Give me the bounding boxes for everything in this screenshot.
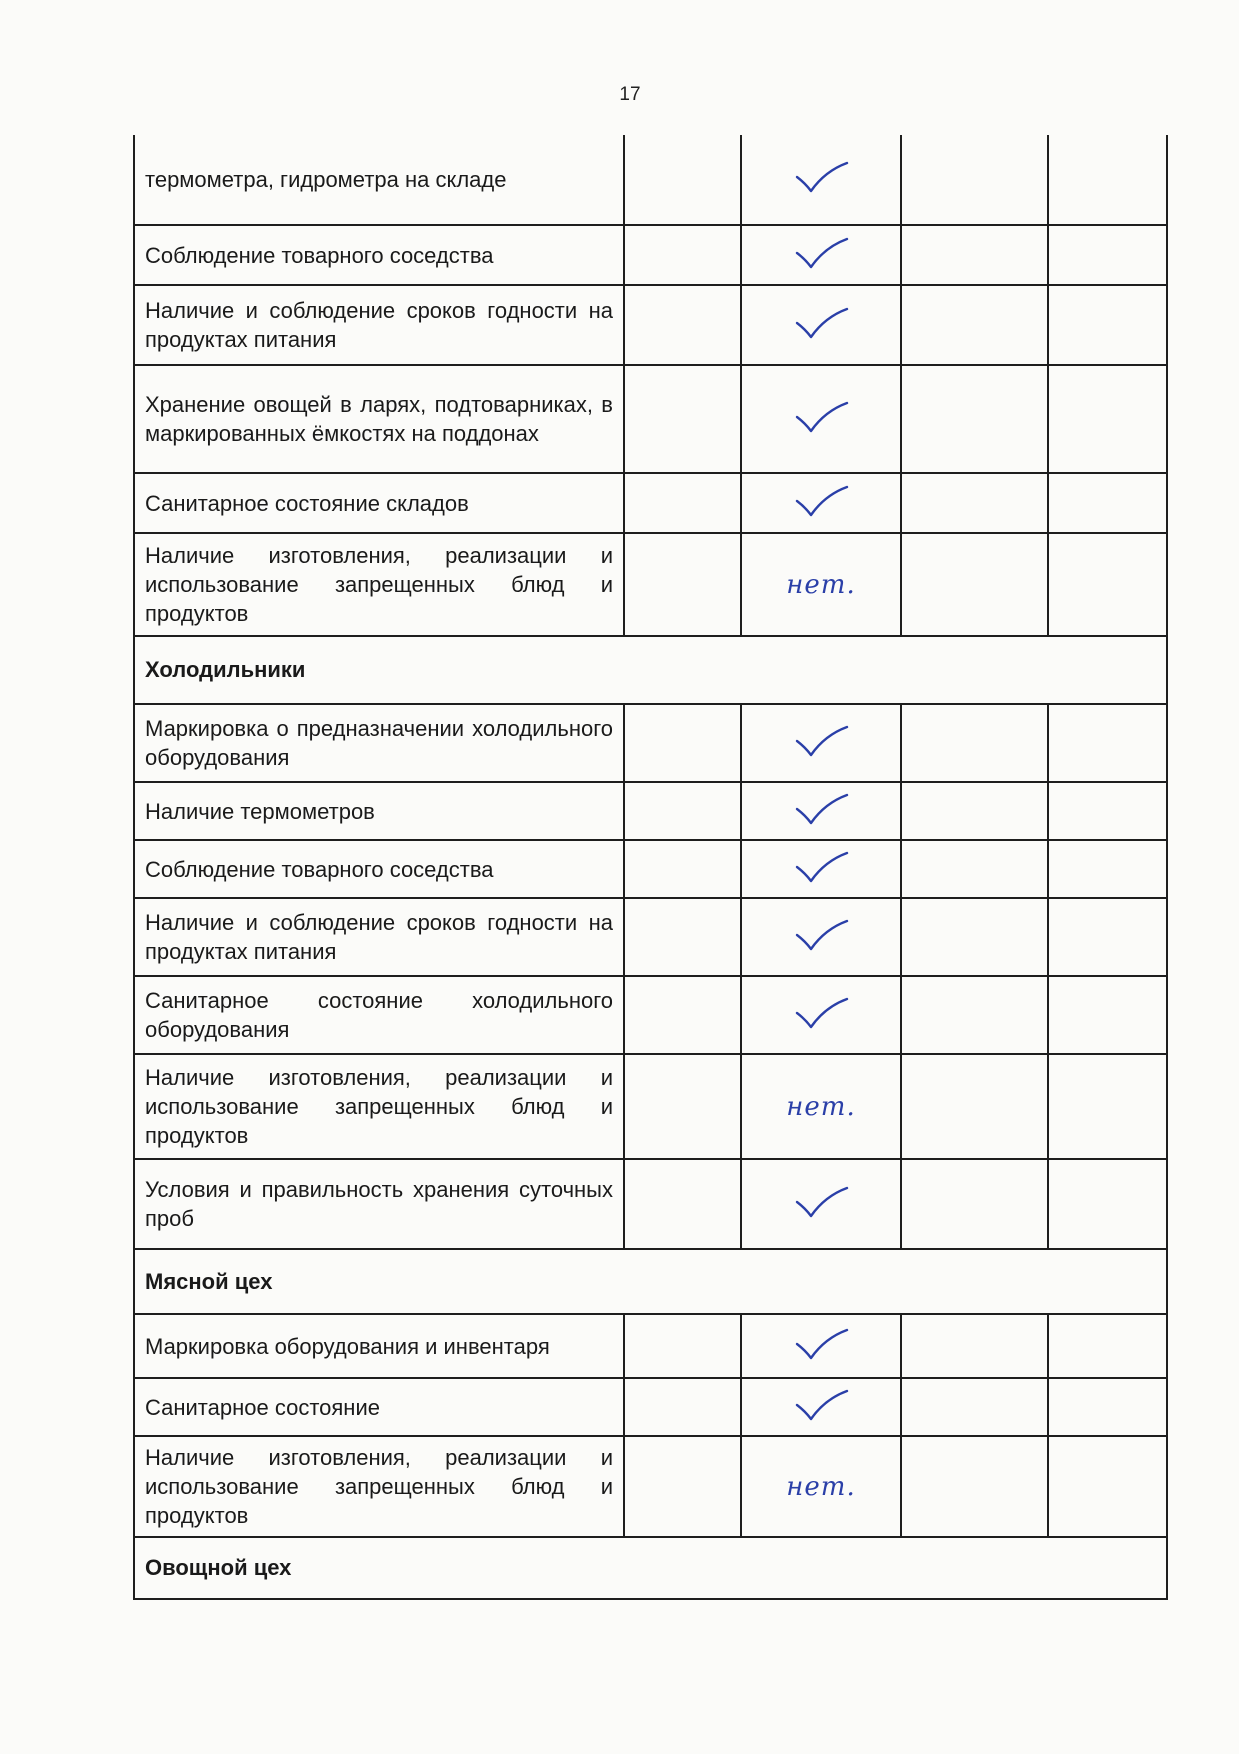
result-cell xyxy=(741,1378,901,1436)
empty-cell xyxy=(624,976,741,1054)
empty-cell xyxy=(901,976,1048,1054)
table-row xyxy=(134,1378,1167,1436)
checkmark-icon xyxy=(791,1324,851,1364)
result-cell xyxy=(741,473,901,533)
checkmark-icon xyxy=(791,397,851,437)
table-row xyxy=(134,782,1167,840)
result-cell xyxy=(741,1054,901,1159)
empty-cell xyxy=(901,1314,1048,1378)
checkmark-icon xyxy=(791,233,851,273)
table-row xyxy=(134,473,1167,533)
table-row xyxy=(134,1314,1167,1378)
empty-cell xyxy=(624,898,741,976)
result-cell xyxy=(741,225,901,285)
empty-cell xyxy=(901,898,1048,976)
empty-cell xyxy=(1048,976,1167,1054)
result-cell xyxy=(741,1436,901,1537)
table-row xyxy=(134,135,1167,225)
checklist-rows xyxy=(134,135,1167,1599)
empty-cell xyxy=(624,473,741,533)
table-row xyxy=(134,1436,1167,1537)
empty-cell xyxy=(1048,285,1167,365)
empty-cell xyxy=(1048,782,1167,840)
empty-cell xyxy=(1048,365,1167,473)
criterion-text: Наличие и соблюдение сроков годности на продуктах питания xyxy=(134,898,624,976)
empty-cell xyxy=(901,365,1048,473)
table-row xyxy=(134,1159,1167,1249)
table-row xyxy=(134,840,1167,898)
handwritten-note: нет. xyxy=(786,1471,856,1502)
result-cell xyxy=(741,898,901,976)
criterion-text: Хранение овощей в ларях, подтоварниках, в маркированных ёмкостях на поддонах xyxy=(134,365,624,473)
empty-cell xyxy=(624,1378,741,1436)
empty-cell xyxy=(901,533,1048,636)
result-cell xyxy=(741,704,901,782)
empty-cell xyxy=(1048,1436,1167,1537)
result-cell xyxy=(741,840,901,898)
empty-cell xyxy=(624,782,741,840)
criterion-text: Соблюдение товарного соседства xyxy=(134,840,624,898)
empty-cell xyxy=(901,135,1048,225)
criterion-text: Маркировка оборудования и инвентаря xyxy=(134,1314,624,1378)
criterion-text: Условия и правильность хранения суточных проб xyxy=(134,1159,624,1249)
empty-cell xyxy=(901,225,1048,285)
handwritten-note: нет. xyxy=(786,1091,856,1122)
empty-cell xyxy=(1048,1054,1167,1159)
table-row xyxy=(134,976,1167,1054)
empty-cell xyxy=(901,1436,1048,1537)
table-row xyxy=(134,285,1167,365)
empty-cell xyxy=(901,473,1048,533)
empty-cell xyxy=(1048,1378,1167,1436)
empty-cell xyxy=(624,285,741,365)
empty-cell xyxy=(1048,225,1167,285)
criterion-text: Санитарное состояние xyxy=(134,1378,624,1436)
empty-cell xyxy=(901,840,1048,898)
empty-cell xyxy=(624,1054,741,1159)
empty-cell xyxy=(1048,473,1167,533)
table-row xyxy=(134,704,1167,782)
criterion-text: Наличие термометров xyxy=(134,782,624,840)
section-title: Холодильники xyxy=(134,636,1167,704)
criterion-text: Наличие изготовления, реализации и использование запрещенных блюд и продуктов xyxy=(134,533,624,636)
empty-cell xyxy=(901,1378,1048,1436)
checkmark-icon xyxy=(791,847,851,887)
result-cell xyxy=(741,135,901,225)
empty-cell xyxy=(624,1159,741,1249)
result-cell xyxy=(741,976,901,1054)
checkmark-icon xyxy=(791,481,851,521)
checkmark-icon xyxy=(791,915,851,955)
checkmark-icon xyxy=(791,789,851,829)
empty-cell xyxy=(901,704,1048,782)
criterion-text: Наличие изготовления, реализации и использование запрещенных блюд и продуктов xyxy=(134,1436,624,1537)
empty-cell xyxy=(624,533,741,636)
empty-cell xyxy=(1048,1159,1167,1249)
result-cell xyxy=(741,1314,901,1378)
table-row xyxy=(134,1054,1167,1159)
table-row xyxy=(134,225,1167,285)
criterion-text: Наличие изготовления, реализации и использование запрещенных блюд и продуктов xyxy=(134,1054,624,1159)
empty-cell xyxy=(624,704,741,782)
empty-cell xyxy=(1048,135,1167,225)
criterion-text: Наличие и соблюдение сроков годности на продуктах питания xyxy=(134,285,624,365)
result-cell xyxy=(741,782,901,840)
section-header-row xyxy=(134,636,1167,704)
result-cell xyxy=(741,1159,901,1249)
criterion-text: Санитарное состояние складов xyxy=(134,473,624,533)
empty-cell xyxy=(624,225,741,285)
empty-cell xyxy=(901,1159,1048,1249)
empty-cell xyxy=(1048,704,1167,782)
result-cell xyxy=(741,285,901,365)
inspection-checklist-table xyxy=(133,135,1168,1600)
result-cell xyxy=(741,365,901,473)
empty-cell xyxy=(901,782,1048,840)
empty-cell xyxy=(901,285,1048,365)
criterion-text: Санитарное состояние холодильного оборудования xyxy=(134,976,624,1054)
handwritten-note: нет. xyxy=(786,569,856,600)
section-header-row xyxy=(134,1537,1167,1599)
criterion-text: термометра, гидрометра на складе xyxy=(134,135,624,225)
checkmark-icon xyxy=(791,1385,851,1425)
checkmark-icon xyxy=(791,1182,851,1222)
empty-cell xyxy=(901,1054,1048,1159)
empty-cell xyxy=(624,365,741,473)
empty-cell xyxy=(1048,840,1167,898)
checkmark-icon xyxy=(791,721,851,761)
checkmark-icon xyxy=(791,303,851,343)
page-number: 17 xyxy=(619,84,641,105)
criterion-text: Соблюдение товарного соседства xyxy=(134,225,624,285)
empty-cell xyxy=(624,1436,741,1537)
checkmark-icon xyxy=(791,157,851,197)
result-cell xyxy=(741,533,901,636)
section-title: Овощной цех xyxy=(134,1537,1167,1599)
section-header-row xyxy=(134,1249,1167,1314)
empty-cell xyxy=(624,135,741,225)
section-title: Мясной цех xyxy=(134,1249,1167,1314)
table-row xyxy=(134,533,1167,636)
empty-cell xyxy=(624,840,741,898)
checkmark-icon xyxy=(791,993,851,1033)
empty-cell xyxy=(1048,898,1167,976)
empty-cell xyxy=(624,1314,741,1378)
empty-cell xyxy=(1048,1314,1167,1378)
table-row xyxy=(134,898,1167,976)
empty-cell xyxy=(1048,533,1167,636)
criterion-text: Маркировка о предназначении холодильного оборудования xyxy=(134,704,624,782)
table-row xyxy=(134,365,1167,473)
